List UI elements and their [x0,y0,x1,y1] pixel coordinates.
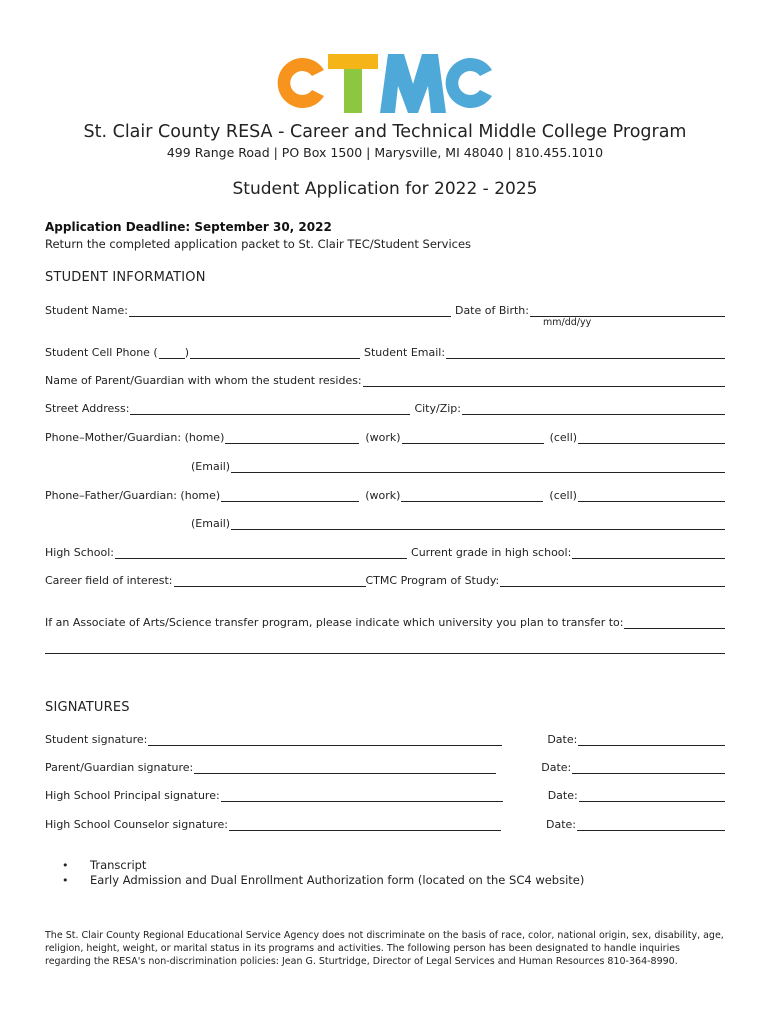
cell-phone-field[interactable] [190,346,360,359]
student-email-label: Student Email: [364,346,446,359]
row-father-phone [45,486,725,502]
father-email-field[interactable] [231,517,725,530]
city-zip-label: City/Zip: [414,402,461,415]
street-field[interactable] [130,402,410,415]
row-student-signature [45,730,725,746]
mother-cell-label: (cell) [549,431,578,444]
row-mother-email [191,457,725,473]
parent-signature-label: Parent/Guardian signature: [45,761,194,774]
row-cell-phone [45,343,725,359]
career-field-label: Career field of interest: [45,574,173,587]
row-parent-name [45,371,725,387]
row-transfer [45,613,725,629]
parent-name-field[interactable] [363,374,725,387]
principal-signature-label: High School Principal signature: [45,789,220,802]
row-principal-signature [45,786,725,802]
father-home-label: Phone–Father/Guardian: (home) [45,489,221,502]
attachments-list [62,858,584,888]
row-student-name [45,301,725,317]
dob-field[interactable] [530,304,725,317]
parent-signature-field[interactable] [194,761,496,774]
list-item: • Transcript [62,858,584,873]
cell-area-code-field[interactable] [159,346,185,359]
principal-date-field[interactable] [579,789,725,802]
career-field-input[interactable] [174,574,366,587]
application-title: Student Application for 2022 - 2025 [232,179,538,199]
parent-name-label: Name of Parent/Guardian with whom the student resides: [45,374,362,387]
row-high-school [45,543,725,559]
father-home-field[interactable] [221,489,359,502]
parent-date-field[interactable] [572,761,725,774]
mother-home-label: Phone–Mother/Guardian: (home) [45,431,225,444]
student-date-field[interactable] [578,733,725,746]
grade-label: Current grade in high school: [411,546,572,559]
transfer-field[interactable] [624,616,725,629]
mother-work-field[interactable] [402,431,544,444]
mother-email-label: (Email) [191,460,231,473]
application-deadline: Application Deadline: September 30, 2022 [45,220,332,234]
row-mother-phone [45,428,725,444]
ctmc-logo [272,50,494,116]
principal-signature-field[interactable] [221,789,503,802]
program-label: CTMC Program of Study: [365,574,500,587]
student-signature-field[interactable] [148,733,502,746]
father-work-field[interactable] [401,489,543,502]
org-name: St. Clair County RESA - Career and Technical Middle College Program [83,122,687,142]
return-note: Return the completed application packet to St. Clair TEC/Student Services [45,237,472,251]
org-address: 499 Range Road | PO Box 1500 | Marysville, MI 48040 | 810.455.1010 [166,145,604,160]
street-label: Street Address: [45,402,130,415]
mother-work-label: (work) [365,431,401,444]
transfer-field-continued[interactable] [45,653,725,654]
row-father-email [191,514,725,530]
row-career [45,571,725,587]
counselor-signature-field[interactable] [229,818,501,831]
row-parent-signature [45,758,725,774]
father-cell-field[interactable] [578,489,725,502]
transfer-label: If an Associate of Arts/Science transfer program, please indicate which university you plan to transfer to: [45,616,624,629]
program-field[interactable] [500,574,725,587]
non-discrimination-notice: The St. Clair County Regional Educational Service Agency does not discriminate on the basis of race, color, national origin, sex, disability, age, religion, height, weight, or marital status in its programs and activities. The following person has been designated to handle inquiries regarding the RESA's non-discrimination policies: Jean G. Sturtridge, Director of Legal Services and Human Resources 810-364-8990. [45,930,724,967]
father-email-label: (Email) [191,517,231,530]
student-signature-label: Student signature: [45,733,148,746]
student-name-field[interactable] [129,304,451,317]
signatures-heading: SIGNATURES [45,700,130,715]
dob-format-label: mm/dd/yy [543,317,592,328]
high-school-field[interactable] [115,546,407,559]
student-email-field[interactable] [446,346,725,359]
row-counselor-signature [45,815,725,831]
student-name-label: Student Name: [45,304,128,317]
counselor-date-label: Date: [545,818,576,831]
principal-date-label: Date: [547,789,578,802]
cell-phone-label: Student Cell Phone ( [45,346,158,359]
father-work-label: (work) [365,489,401,502]
counselor-date-field[interactable] [577,818,725,831]
mother-home-field[interactable] [225,431,359,444]
student-date-label: Date: [547,733,578,746]
father-cell-label: (cell) [549,489,577,502]
high-school-label: High School: [45,546,115,559]
city-zip-field[interactable] [462,402,725,415]
cell-phone-close: ) [184,346,190,359]
grade-field[interactable] [572,546,725,559]
mother-email-field[interactable] [231,460,725,473]
mother-cell-field[interactable] [578,431,725,444]
parent-date-label: Date: [541,761,572,774]
list-item: • Early Admission and Dual Enrollment Authorization form (located on the SC4 website) [62,873,584,888]
row-address [45,399,725,415]
dob-label: Date of Birth: [454,304,529,317]
student-info-heading: STUDENT INFORMATION [45,270,206,285]
counselor-signature-label: High School Counselor signature: [45,818,228,831]
